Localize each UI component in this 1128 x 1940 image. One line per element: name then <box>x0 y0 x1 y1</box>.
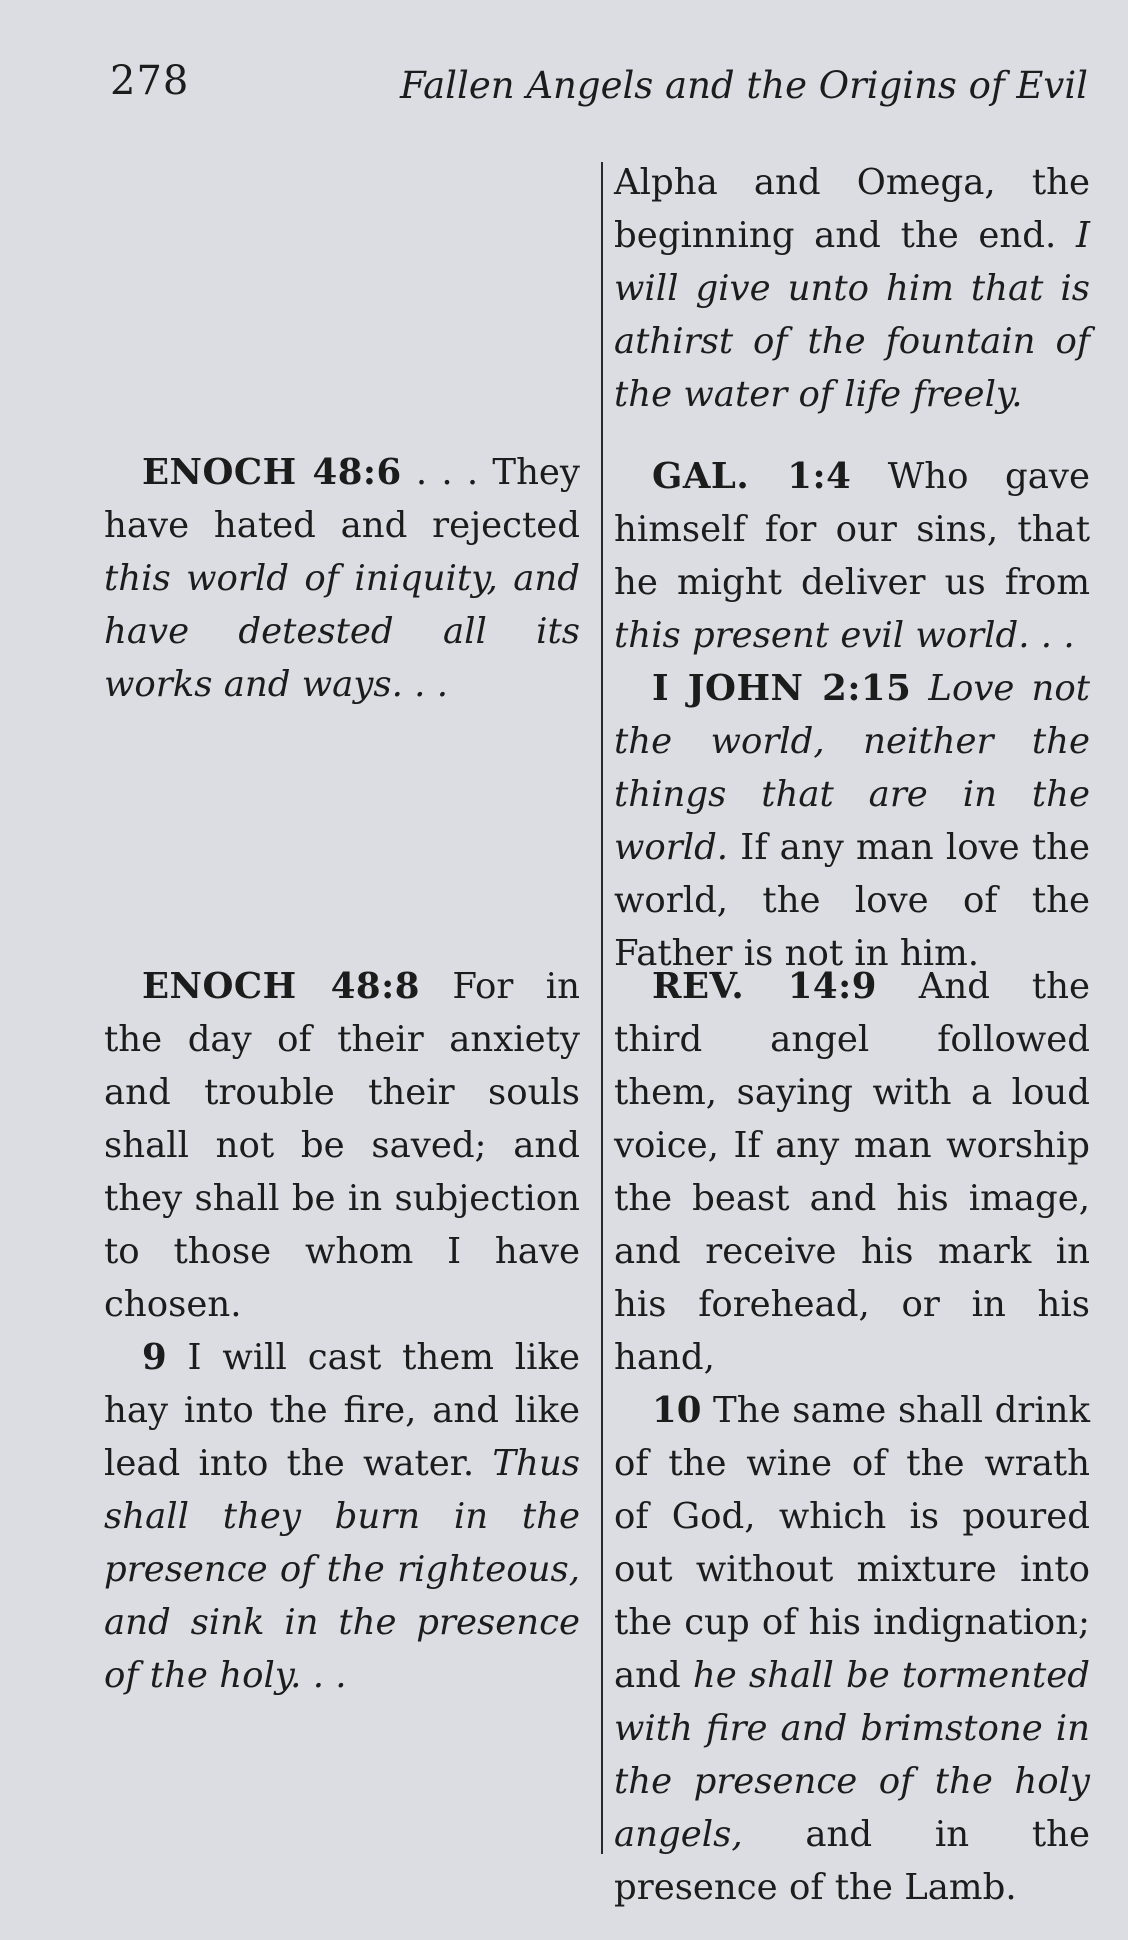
verse-text: and in the presence of the Lamb. <box>614 1814 1090 1908</box>
verse-text: For in the day of their anxiety and trouble their souls shall not be saved; and they shall be in subjection to those whom I have chosen. <box>104 966 580 1325</box>
verse-text: Who gave himself for our sins, that he might deliver us from <box>614 456 1090 603</box>
entry-gal-1-4 <box>614 450 1090 980</box>
entry-rev-14-9 <box>614 960 1090 1914</box>
verse-italic-text: this world of iniquity, and have detested all its works and ways. . . <box>104 558 580 705</box>
verse-text: The same shall drink of the wine of the wrath of God, which is poured out without mixture into the cup of his indignation; and <box>614 1390 1090 1696</box>
verse-text: . . . They have hated and rejected <box>104 452 580 546</box>
verse-italic-text: this present evil world. . . <box>614 615 1075 656</box>
verse-text: I will cast them like hay into the fire, and like lead into the water. <box>104 1337 580 1484</box>
entry-enoch-48-6 <box>104 446 580 711</box>
verse-reference: GAL. 1:4 <box>652 456 852 497</box>
verse-text: And the third angel followed them, saying with a loud voice, If any man worship the beast and his image, and receive his mark in his forehead, or in his hand, <box>614 966 1090 1378</box>
verse-text: If any man love the world, the love of the Father is not in him. <box>614 827 1090 974</box>
page-number: 278 <box>110 58 190 104</box>
verse-italic-text: he shall be tormented with fire and brimstone in the presence of the holy angels, <box>614 1655 1090 1855</box>
verse-reference: I JOHN 2:15 <box>652 668 912 709</box>
verse-text: Alpha and Omega, the beginning and the end. <box>614 162 1090 256</box>
verse-reference: REV. 14:9 <box>652 966 877 1007</box>
verse-number: 9 <box>142 1337 167 1378</box>
verse-italic-text: I will give unto him that is athirst of the fountain of the water of life freely. <box>614 215 1090 415</box>
verse-number: 10 <box>652 1390 702 1431</box>
running-title: Fallen Angels and the Origins of Evil <box>399 64 1088 107</box>
verse-italic-text: Thus shall they burn in the presence of the righteous, and sink in the presence of the holy. . . <box>104 1443 580 1696</box>
verse-reference: ENOCH 48:6 <box>142 452 402 493</box>
verse-italic-text: Love not the world, neither the things that are in the world. <box>614 668 1090 868</box>
entry-enoch-48-8 <box>104 960 580 1702</box>
verse-reference: ENOCH 48:8 <box>142 966 420 1007</box>
entry-rev-21-continued <box>614 156 1090 421</box>
column-divider <box>601 162 603 1854</box>
